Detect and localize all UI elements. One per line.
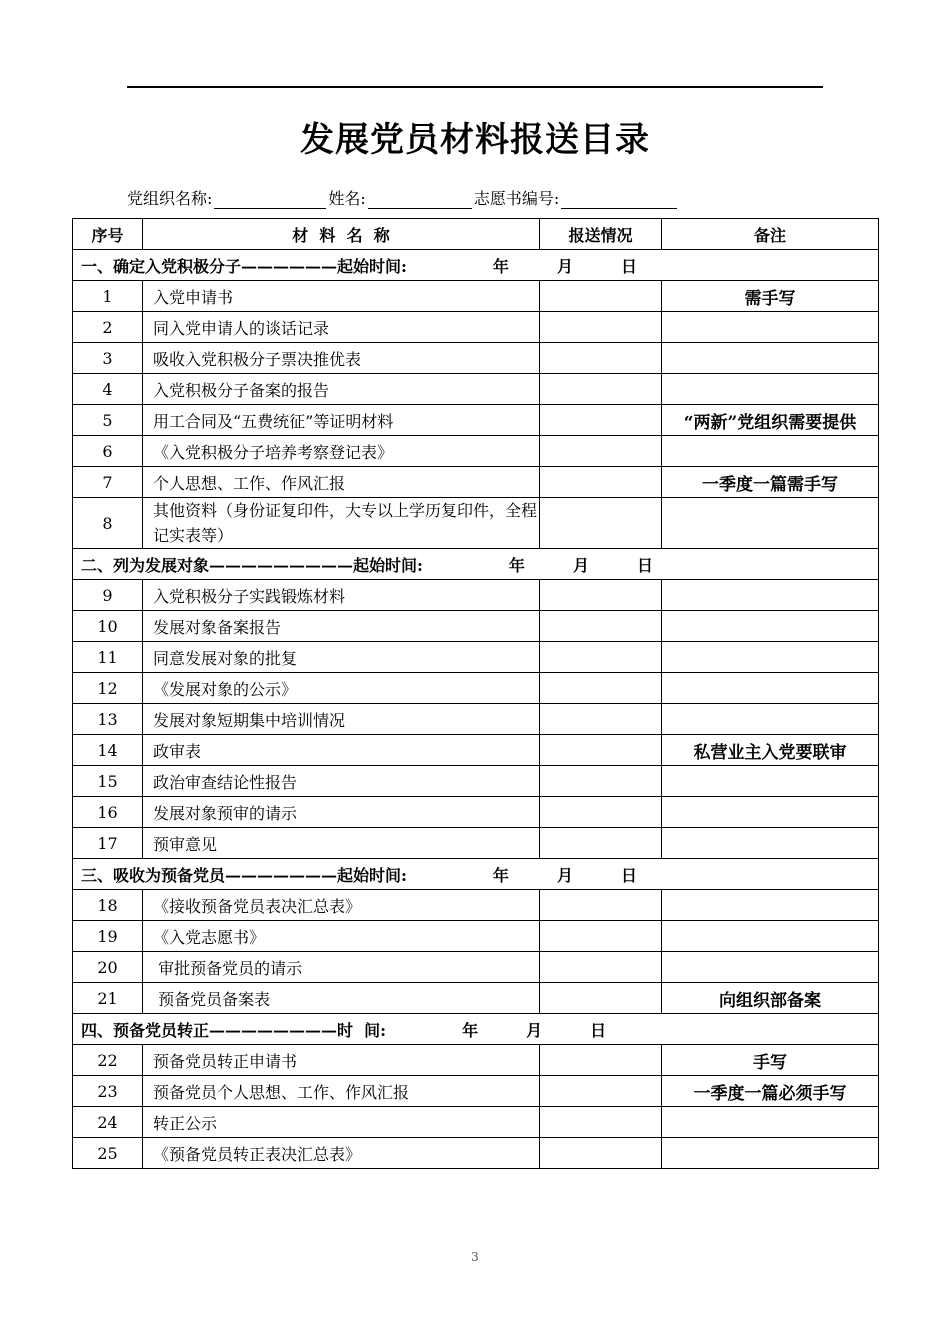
table-row [73,797,879,828]
table-row [73,921,879,952]
section-title: 二、列为发展对象—————————起始时间: [81,555,423,575]
status-cell[interactable] [540,642,662,673]
table-row [73,1076,879,1107]
table-row [73,828,879,859]
note-cell [662,921,879,952]
note-cell [662,580,879,611]
section-row [73,250,879,281]
note-cell: 一季度一篇需手写 [662,467,879,498]
section-date-day: 日 [620,865,637,885]
material-name: 入党申请书 [143,281,540,312]
note-cell [662,1107,879,1138]
row-number: 11 [73,642,143,673]
table-row [73,611,879,642]
note-cell [662,673,879,704]
status-cell[interactable] [540,983,662,1014]
table-row [73,1107,879,1138]
note-cell: 私营业主入党要联审 [662,735,879,766]
note-cell [662,1138,879,1169]
header-seq: 序号 [73,219,143,250]
name-label: 姓名: [328,189,366,208]
status-cell[interactable] [540,498,662,549]
section-title: 三、吸收为预备党员———————起始时间: [81,865,407,885]
row-number: 5 [73,405,143,436]
material-name: 《入党积极分子培养考察登记表》 [143,436,540,467]
table-row [73,642,879,673]
number-label: 志愿书编号: [473,189,560,208]
row-number: 3 [73,343,143,374]
status-cell[interactable] [540,405,662,436]
row-number: 16 [73,797,143,828]
section-title: 一、确定入党积极分子——————起始时间: [81,256,407,276]
material-name: 政治审查结论性报告 [143,766,540,797]
note-cell [662,952,879,983]
status-cell[interactable] [540,580,662,611]
table-row [73,580,879,611]
table-row [73,983,879,1014]
material-name: 发展对象短期集中培训情况 [143,704,540,735]
status-cell[interactable] [540,704,662,735]
header-rule [127,86,823,88]
section-title-cell [73,1014,879,1045]
status-cell[interactable] [540,1076,662,1107]
note-cell: 向组织部备案 [662,983,879,1014]
material-name: 《入党志愿书》 [143,921,540,952]
material-name: 预审意见 [143,828,540,859]
note-cell [662,312,879,343]
section-date-month: 月 [556,256,573,276]
section-date-year: 年 [492,256,509,276]
section-date-day: 日 [620,256,637,276]
section-date-month: 月 [556,865,573,885]
material-name: 政审表 [143,735,540,766]
section-date-year: 年 [492,865,509,885]
status-cell[interactable] [540,1138,662,1169]
org-blank [214,190,326,209]
material-name: 入党积极分子实践锻炼材料 [143,580,540,611]
row-number: 23 [73,1076,143,1107]
row-number: 13 [73,704,143,735]
table-row [73,952,879,983]
status-cell[interactable] [540,467,662,498]
material-name: 个人思想、工作、作风汇报 [143,467,540,498]
table-row [73,673,879,704]
row-number: 24 [73,1107,143,1138]
section-row [73,549,879,580]
materials-table [72,218,879,1169]
table-row [73,766,879,797]
material-name: 同入党申请人的谈话记录 [143,312,540,343]
status-cell[interactable] [540,952,662,983]
note-cell [662,374,879,405]
material-name: 《发展对象的公示》 [143,673,540,704]
row-number: 1 [73,281,143,312]
status-cell[interactable] [540,921,662,952]
note-cell: “两新”党组织需要提供 [662,405,879,436]
table-row [73,405,879,436]
material-name: 预备党员转正申请书 [143,1045,540,1076]
material-name: 其他资料（身份证复印件，大专以上学历复印件，全程记实表等） [143,498,540,549]
table-row [73,498,879,549]
status-cell[interactable] [540,436,662,467]
note-cell [662,766,879,797]
note-cell [662,611,879,642]
section-date-month: 月 [526,1020,543,1040]
note-cell [662,436,879,467]
row-number: 18 [73,890,143,921]
status-cell[interactable] [540,735,662,766]
table-row [73,436,879,467]
note-cell [662,498,879,549]
table-row [73,704,879,735]
row-number: 10 [73,611,143,642]
note-cell [662,704,879,735]
note-cell: 需手写 [662,281,879,312]
table-row [73,1138,879,1169]
status-cell[interactable] [540,890,662,921]
table-row [73,890,879,921]
header-status: 报送情况 [540,219,662,250]
section-date-year: 年 [508,555,525,575]
section-date-day: 日 [590,1020,607,1040]
row-number: 17 [73,828,143,859]
name-blank [368,190,472,209]
row-number: 21 [73,983,143,1014]
row-number: 9 [73,580,143,611]
status-cell[interactable] [540,766,662,797]
row-number: 20 [73,952,143,983]
row-number: 25 [73,1138,143,1169]
section-date-month: 月 [572,555,589,575]
row-number: 15 [73,766,143,797]
note-cell: 手写 [662,1045,879,1076]
note-cell [662,828,879,859]
material-name: 吸收入党积极分子票决推优表 [143,343,540,374]
note-cell [662,642,879,673]
section-title-cell [73,250,879,281]
table-row [73,374,879,405]
note-cell [662,890,879,921]
status-cell[interactable] [540,797,662,828]
material-name: 用工合同及“五费统征”等证明材料 [143,405,540,436]
material-name: 转正公示 [143,1107,540,1138]
material-name: 预备党员备案表 [143,983,540,1014]
status-cell[interactable] [540,1107,662,1138]
material-name: 审批预备党员的请示 [143,952,540,983]
table-row [73,467,879,498]
status-cell[interactable] [540,828,662,859]
status-cell[interactable] [540,673,662,704]
table-row [73,343,879,374]
row-number: 4 [73,374,143,405]
org-label: 党组织名称: [127,189,213,208]
section-date-year: 年 [462,1020,479,1040]
table-header-row [73,219,879,250]
material-name: 《预备党员转正表决汇总表》 [143,1138,540,1169]
status-cell[interactable] [540,374,662,405]
section-title: 四、预备党员转正————————时 间: [81,1020,387,1040]
table-row [73,735,879,766]
status-cell[interactable] [540,281,662,312]
status-cell[interactable] [540,343,662,374]
table-row [73,281,879,312]
status-cell[interactable] [540,1045,662,1076]
row-number: 8 [73,498,143,549]
material-name: 入党积极分子备案的报告 [143,374,540,405]
note-cell [662,343,879,374]
section-title-cell [73,859,879,890]
status-cell[interactable] [540,611,662,642]
section-row [73,1014,879,1045]
row-number: 14 [73,735,143,766]
table-row [73,1045,879,1076]
header-note: 备注 [662,219,879,250]
info-line [127,186,679,209]
note-cell: 一季度一篇必须手写 [662,1076,879,1107]
row-number: 12 [73,673,143,704]
number-blank [561,190,677,209]
material-name: 《接收预备党员表决汇总表》 [143,890,540,921]
status-cell[interactable] [540,312,662,343]
section-title-cell [73,549,879,580]
table-row [73,312,879,343]
material-name: 发展对象备案报告 [143,611,540,642]
table-body [73,250,879,1169]
section-date-day: 日 [636,555,653,575]
material-name: 同意发展对象的批复 [143,642,540,673]
document-title: 发展党员材料报送目录 [300,120,650,160]
header-material: 材 料 名 称 [143,219,540,250]
row-number: 22 [73,1045,143,1076]
note-cell [662,797,879,828]
row-number: 7 [73,467,143,498]
row-number: 6 [73,436,143,467]
row-number: 2 [73,312,143,343]
material-name: 发展对象预审的请示 [143,797,540,828]
page-number: 3 [471,1250,479,1264]
material-name: 预备党员个人思想、工作、作风汇报 [143,1076,540,1107]
section-row [73,859,879,890]
row-number: 19 [73,921,143,952]
